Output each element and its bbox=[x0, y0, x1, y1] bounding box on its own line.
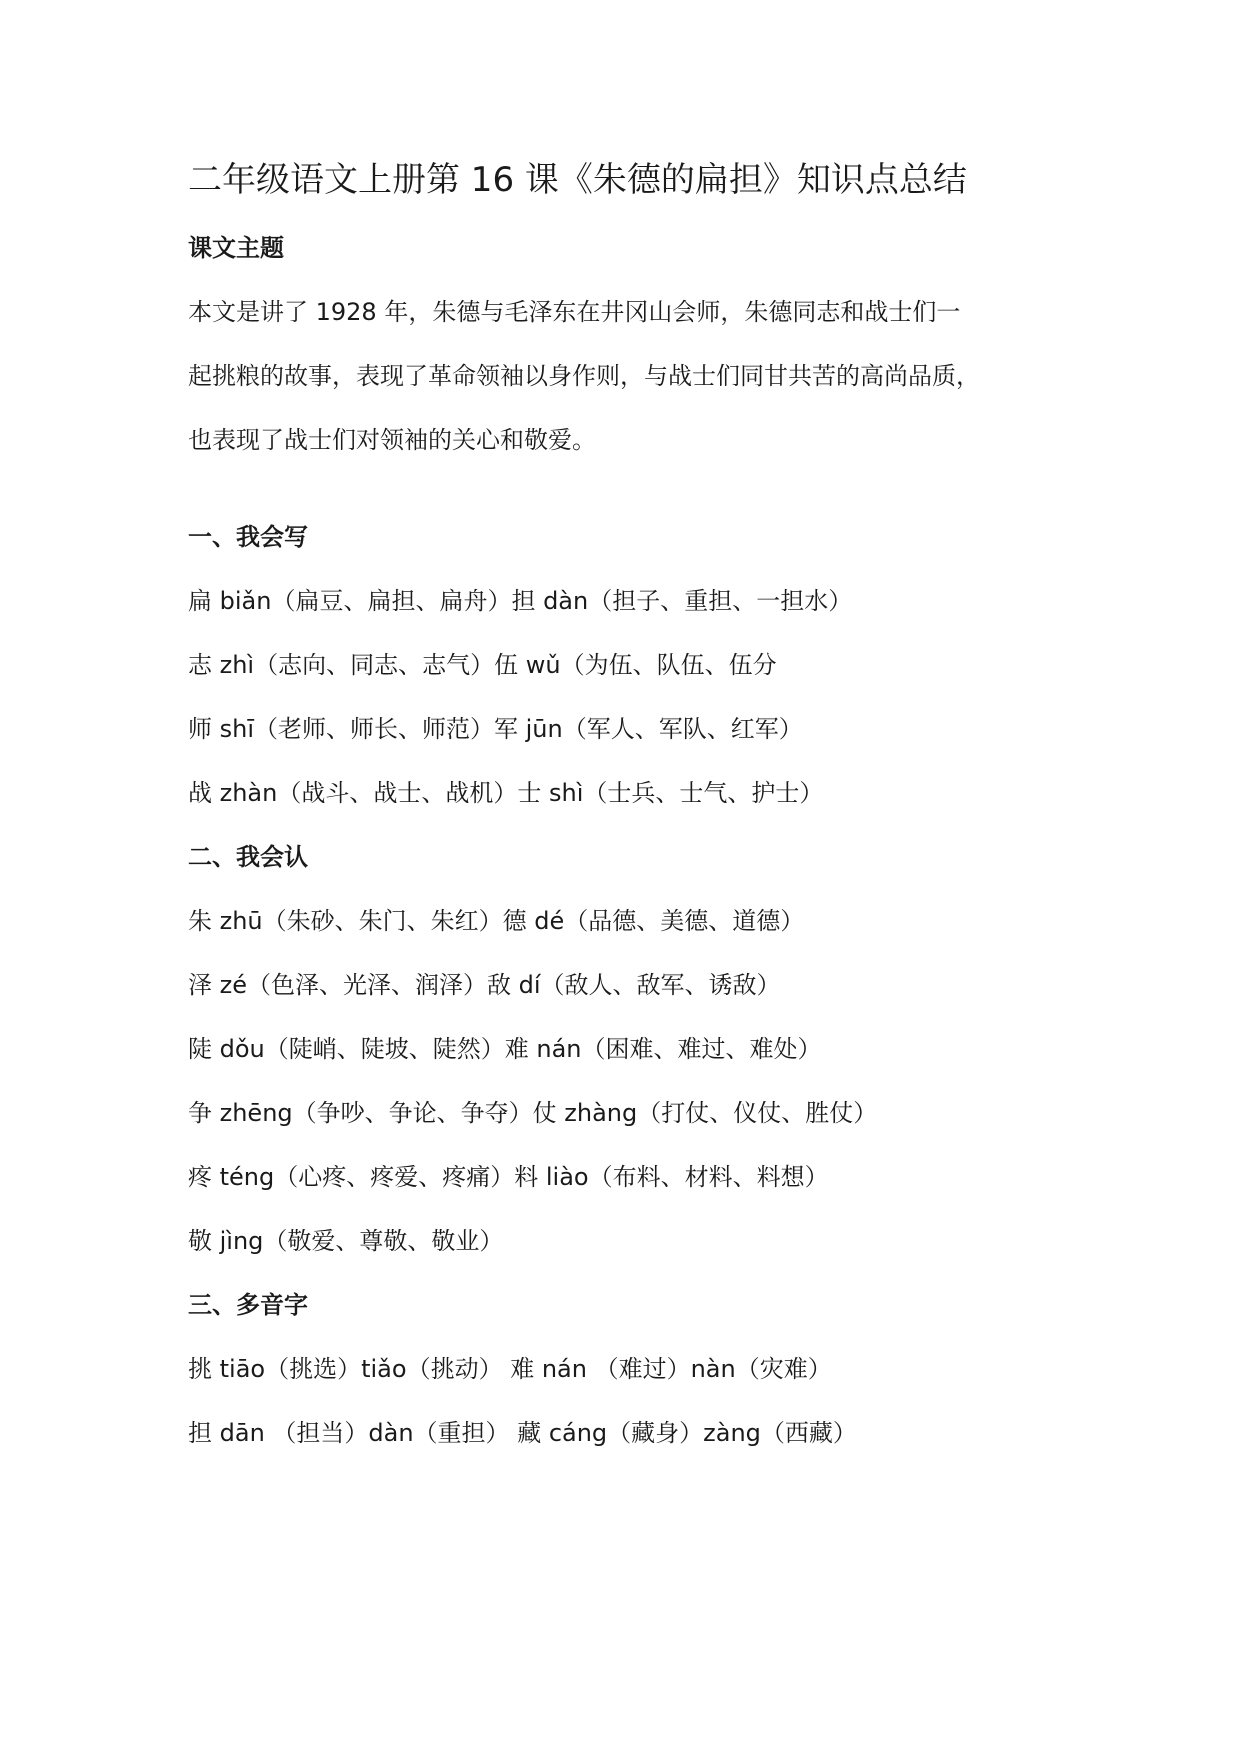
recognize-item: 陡 dǒu（陡峭、陡坡、陡然）难 nán（困难、难过、难处） bbox=[188, 1035, 822, 1063]
theme-line-1: 本文是讲了 1928 年，朱德与毛泽东在井冈山会师，朱德同志和战士们一 bbox=[188, 298, 961, 326]
page-title: 二年级语文上册第 16 课《朱德的扁担》知识点总结 bbox=[188, 160, 967, 200]
polyphone-heading: 三、多音字 bbox=[188, 1291, 308, 1319]
recognize-item: 泽 zé（色泽、光泽、润泽）敌 dí（敌人、敌军、诱敌） bbox=[188, 971, 781, 999]
recognize-item: 朱 zhū（朱砂、朱门、朱红）德 dé（品德、美德、道德） bbox=[188, 907, 805, 935]
theme-line-3: 也表现了战士们对领袖的关心和敬爱。 bbox=[188, 426, 596, 454]
write-heading: 一、我会写 bbox=[188, 523, 308, 551]
polyphone-item: 担 dān （担当）dàn（重担） 藏 cáng（藏身）zàng（西藏） bbox=[188, 1419, 857, 1447]
polyphone-item: 挑 tiāo（挑选）tiǎo（挑动） 难 nán （难过）nàn（灾难） bbox=[188, 1355, 832, 1383]
recognize-heading: 二、我会认 bbox=[188, 843, 308, 871]
recognize-item: 争 zhēng（争吵、争论、争夺）仗 zhàng（打仗、仪仗、胜仗） bbox=[188, 1099, 878, 1127]
recognize-item: 敬 jìng（敬爱、尊敬、敬业） bbox=[188, 1227, 504, 1255]
recognize-item: 疼 téng（心疼、疼爱、疼痛）料 liào（布料、材料、料想） bbox=[188, 1163, 829, 1191]
write-item: 扁 biǎn（扁豆、扁担、扁舟）担 dàn（担子、重担、一担水） bbox=[188, 587, 853, 615]
write-item: 战 zhàn（战斗、战士、战机）士 shì（士兵、士气、护士） bbox=[188, 779, 824, 807]
theme-heading: 课文主题 bbox=[188, 234, 284, 262]
theme-line-2: 起挑粮的故事，表现了革命领袖以身作则，与战士们同甘共苦的高尚品质， bbox=[188, 362, 980, 390]
write-item: 师 shī（老师、师长、师范）军 jūn（军人、军队、红军） bbox=[188, 715, 803, 743]
write-item: 志 zhì（志向、同志、志气）伍 wǔ（为伍、队伍、伍分 bbox=[188, 651, 777, 679]
